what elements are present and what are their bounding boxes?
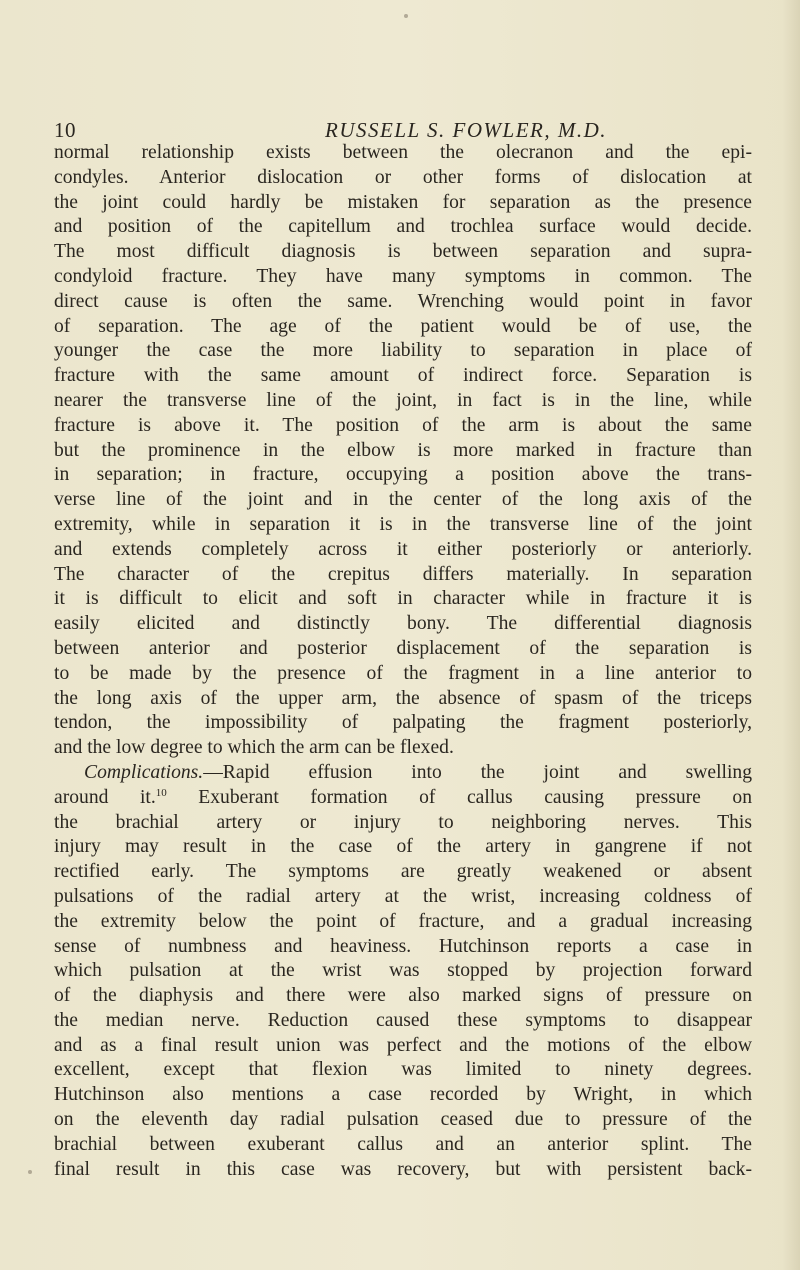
paper-speck [28, 1170, 32, 1174]
text-line: rectified early. The symptoms are greatly weakened or absent [54, 861, 752, 883]
text-line: normal relationship exists between the olecranon and the epi- [54, 142, 752, 163]
complications-text: around it. [54, 786, 156, 808]
text-line: Hutchinson also mentions a case recorded by Wright, in which [54, 1084, 752, 1106]
text-line: it is difficult to elicit and soft in character while in fracture it is [54, 588, 752, 610]
text-line: but the prominence in the elbow is more marked in fracture than [54, 439, 752, 461]
page-edge-shadow [782, 0, 800, 1270]
text-line: and the low degree to which the arm can be flexed. [54, 737, 454, 759]
text-line: the extremity below the point of fracture, and a gradual increasing [54, 910, 752, 932]
paper-speck [404, 14, 408, 18]
text-line: condyles. Anterior dislocation or other forms of dislocation at [54, 166, 752, 188]
text-line: easily elicited and distinctly bony. The differential diagnosis [54, 613, 752, 635]
page-number: 10 [54, 118, 76, 142]
text-line: sense of numbness and heaviness. Hutchinson reports a case in [54, 935, 752, 957]
text-line: brachial between exuberant callus and an anterior splint. The [54, 1133, 752, 1155]
text-line: pulsations of the radial artery at the wrist, increasing coldness of [54, 885, 752, 907]
text-line: fracture with the same amount of indirect force. Separation is [54, 365, 752, 387]
text-line: of the diaphysis and there were also marked signs of pressure on [54, 985, 752, 1007]
complications-text: Exuberant formation of callus causing pressure on [166, 786, 752, 808]
text-line: fracture is above it. The position of the arm is about the same [54, 414, 752, 436]
text-line: excellent, except that flexion was limited to ninety degrees. [54, 1059, 752, 1081]
text-line: final result in this case was recovery, but with persistent back- [54, 1158, 752, 1180]
text-line: of separation. The age of the patient would be of use, the [54, 315, 752, 337]
text-line: to be made by the presence of the fragment in a line anterior to [54, 662, 752, 684]
text-line: verse line of the joint and in the center of the long axis of the [54, 489, 752, 511]
complications-heading: Complications. [84, 761, 204, 783]
text-line: the long axis of the upper arm, the absence of spasm of the triceps [54, 687, 752, 709]
text-line: The character of the crepitus differs materially. In separation [54, 563, 752, 585]
complications-line [54, 761, 752, 786]
text-line: younger the case the more liability to separation in place of [54, 340, 752, 362]
text-line: between anterior and posterior displacement of the separation is [54, 637, 752, 659]
text-line: on the eleventh day radial pulsation ceased due to pressure of the [54, 1109, 752, 1131]
text-line: the joint could hardly be mistaken for separation as the presence [54, 191, 752, 213]
text-line: nearer the transverse line of the joint, in fact is in the line, while [54, 389, 752, 411]
text-line: the median nerve. Reduction caused these symptoms to disappear [54, 1009, 752, 1031]
footnote-reference: 10 [155, 786, 167, 799]
text-line: The most difficult diagnosis is between separation and supra- [54, 241, 752, 263]
text-line: tendon, the impossibility of palpating the fragment posteriorly, [54, 712, 752, 734]
text-line: and extends completely across it either posteriorly or anteriorly. [54, 538, 752, 560]
running-head: RUSSELL S. FOWLER, M.D. [325, 118, 608, 142]
text-line: injury may result in the case of the artery in gangrene if not [54, 836, 752, 858]
complications-text: —Rapid effusion into the joint and swelling [203, 761, 752, 783]
text-line: condyloid fracture. They have many symptoms in common. The [54, 265, 752, 287]
text-line: extremity, while in separation it is in the transverse line of the joint [54, 513, 752, 535]
text-line: the brachial artery or injury to neighboring nerves. This [54, 811, 752, 833]
body-text [54, 141, 752, 1182]
text-line: direct cause is often the same. Wrenching would point in favor [54, 290, 752, 312]
text-line: and position of the capitellum and trochlea surface would decide. [54, 216, 752, 238]
text-line: in separation; in fracture, occupying a position above the trans- [54, 464, 752, 486]
text-line: and as a final result union was perfect and the motions of the elbow [54, 1034, 752, 1056]
text-line: which pulsation at the wrist was stopped by projection forward [54, 960, 752, 982]
text-line [54, 786, 752, 811]
